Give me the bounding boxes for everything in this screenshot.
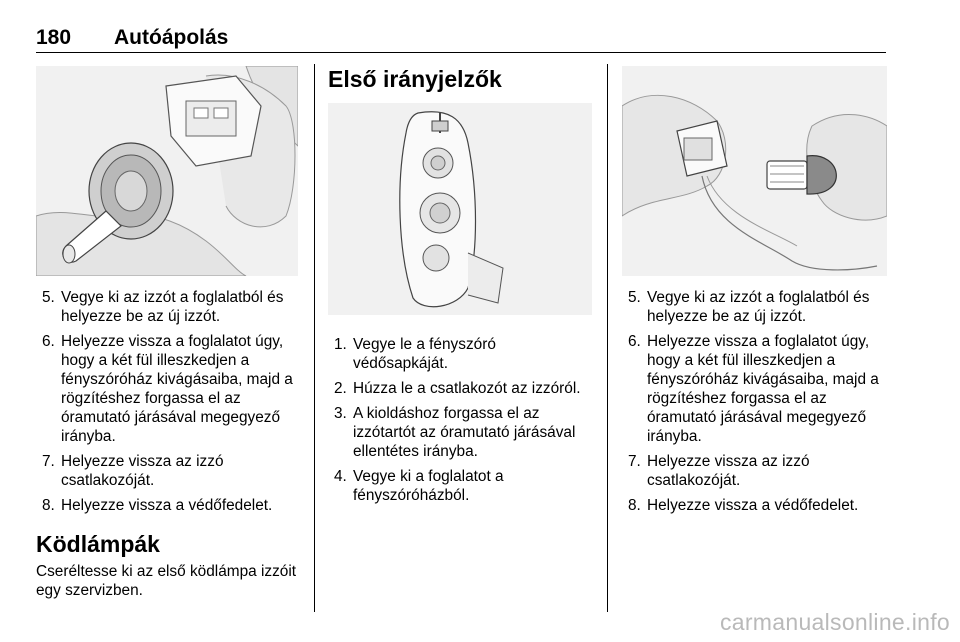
list-item: 2. Húzza le a csatlakozót az izzóról. (334, 380, 581, 397)
list-item: 8. Helyezze vissza a védőfedelet. (42, 497, 273, 514)
list-item: 3. A kioldáshoz forgassa el az izzótartót az óramutató járásával ellentétes irányba. (334, 405, 576, 460)
headlamp-bulb-illustration (36, 66, 298, 276)
list-item: 6. Helyezze vissza a foglalatot úgy, hogy a két fül illeszkedjen a fényszóróház kivágásaiba, majd a rögzítéshez forgassa el az óramutató járásával megegyező irányba. (628, 333, 879, 445)
column-3 (622, 66, 887, 521)
column-2 (328, 66, 592, 511)
list-item: 7. Helyezze vissza az izzó csatlakozóját. (42, 453, 224, 489)
list-item: 5. Vegye ki az izzót a foglalatból és helyezze be az új izzót. (42, 289, 284, 325)
section-title-fog-lamps: Ködlámpák (36, 531, 160, 557)
column-divider-left (314, 64, 315, 612)
section-title-indicators: Első irányjelzők (328, 66, 502, 92)
list-item: 6. Helyezze vissza a foglalatot úgy, hogy a két fül illeszkedjen a fényszóróház kivágásaiba, majd a rögzítéshez forgassa el az óramutató járásával megegyező irányba. (42, 333, 293, 445)
column-divider-right (607, 64, 608, 612)
list-item: 1. Vegye le a fényszóró védősapkáját. (334, 336, 496, 372)
list-item: 7. Helyezze vissza az izzó csatlakozóját. (628, 453, 810, 489)
chapter-title: Autóápolás (114, 26, 229, 49)
list-item: 5. Vegye ki az izzót a foglalatból és helyezze be az új izzót. (628, 289, 870, 325)
column-1 (36, 66, 298, 600)
list-item: 8. Helyezze vissza a védőfedelet. (628, 497, 859, 514)
page-header (36, 26, 886, 53)
steps-list-col1 (36, 288, 298, 515)
watermark: carmanualsonline.info (719, 609, 950, 635)
page-number: 180 (36, 26, 72, 49)
steps-list-col2 (328, 335, 592, 505)
headlamp-housing-illustration (328, 103, 592, 315)
indicator-bulb-illustration (622, 66, 887, 276)
section-text-fog-lamps: Cseréltesse ki az első ködlámpa izzóit egy szervizben. (36, 563, 297, 599)
steps-list-col3 (622, 288, 887, 515)
list-item: 4. Vegye ki a foglalatot a fényszóróházból. (334, 468, 504, 504)
